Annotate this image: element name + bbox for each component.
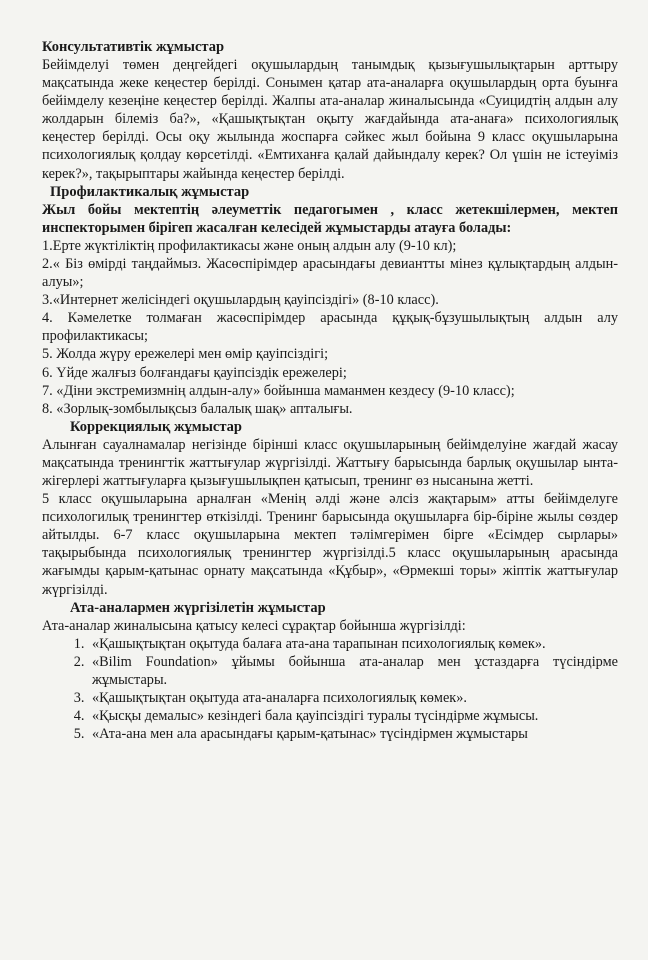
parents-list <box>42 635 618 744</box>
parents-intro: Ата-аналар жиналысына қатысу келесі сұрақтар бойынша жүргізілді: <box>42 617 466 634</box>
list-item: 2.« Біз өмірді таңдаймыз. Жасөспірімдер арасындағы девиантты мінез құлықтардың алдын-алуы»; <box>42 255 618 291</box>
section-parents <box>42 599 618 744</box>
list-item: 1.Ерте жүктіліктің профилактикасы және оның алдын алу (9-10 кл); <box>42 237 457 254</box>
correctional-paragraph-2: 5 класс оқушыларына арналған «Менің әлді және әлсіз жақтарым» атты бейімделуге психологилық тренингтер өткізілді. Тренинг барысында оқушыларға бір-біріне жылы сөздер айтылды. 6-7 класс оқушыларына мектеп тәлімгерімен бірге «Есімдер сырлары» тақырыбында психологиялық тренингтер жүргізілді.5 класс оқушыларының арасында жағымды қарым-қатынас орнату мақсатында «Құбыр», «Өрмекші торы» жіптік жаттығулар жүргізілді. <box>42 491 618 598</box>
consultative-paragraph: Бейімделуі төмен деңгейдегі оқушылардың танымдық қызығушылықтарын арттыру мақсатында жеке кеңестер берілді. Сонымен қатар ата-аналарға оқушылардың орта буынға бейімделу кезеңіне кеңестер берілді. Жалпы ата-аналар жиналысында «Суицидтің алдын алу жолдарын білеміз ба?», «Қашықтықтан оқыту жағдайында ата-анаға» психологиялық кеңестер берілді. Осы оқу жылында жоспарға сәйкес жыл бойына 9 класс оқушыларына психологиялық қолдау көрсетілді. «Емтиханға қалай дайындалу керек? Ол үшін не істеуіміз керек?», тақырыптары жайында кеңестер берілді. <box>42 57 618 182</box>
list-item: 8. «Зорлық-зомбылықсыз балалық шақ» апталығы. <box>42 400 353 417</box>
list-item: 6. Үйде жалғыз болғандағы қауіпсіздік ережелері; <box>42 364 347 381</box>
section-title-parents: Ата-аналармен жүргізілетін жұмыстар <box>70 599 326 616</box>
list-item: 2. «Bilim Foundation» ұйымы бойынша ата-аналар мен ұстаздарға түсіндірме жұмыстары. <box>88 653 618 689</box>
section-title-correctional: Коррекциялық жұмыстар <box>70 418 242 435</box>
list-item: 1. «Қашықтықтан оқытуда балаға ата-ана тарапынан психологиялық көмек». <box>88 635 618 653</box>
list-item: 4. Кәмелетке толмаған жасөспірімдер арасында құқық-бұзушылықтың алдын алу профилактикасы; <box>42 310 618 345</box>
list-item: 7. «Діни экстремизмнің алдын-алу» бойынша маманмен кездесу (9-10 класс); <box>42 382 515 399</box>
list-item: 3. «Қашықтықтан оқытуда ата-аналарға психологиялық көмек». <box>88 689 618 707</box>
correctional-paragraph-1: Алынған сауалнамалар негізінде бірінші класс оқушыларының бейімделуіне жағдай жасау мақсатында тренингтік жаттығулар жүргізілді. Жаттығу барысында барлық оқушылар ынта-жігерлері жаттығуларға қызығушылықпен қатысып, тренинг өз нысанына жетті. <box>42 436 618 489</box>
preventive-list <box>42 237 618 418</box>
list-item: 5. «Ата-ана мен ала арасындағы қарым-қатынас» түсіндірмен жұмыстары <box>88 725 618 743</box>
section-consultative <box>42 38 618 183</box>
list-item: 5. Жолда жүру ережелері мен өмір қауіпсіздігі; <box>42 346 329 363</box>
preventive-intro: Жыл бойы мектептің әлеуметтік педагогымен , класс жетекшілермен, мектеп инспекторымен бірігеп жасалған келесідей жұмыстарды атауға болады: <box>42 201 618 236</box>
list-item: 4. «Қысқы демалыс» кезіндегі бала қауіпсіздігі туралы түсіндірме жұмысы. <box>88 707 618 725</box>
section-preventive <box>42 183 618 418</box>
section-correctional <box>42 418 618 599</box>
list-item: 3.«Интернет желісіндегі оқушылардың қауіпсіздігі» (8-10 класс). <box>42 292 439 309</box>
section-title-consultative: Консультативтік жұмыстар <box>42 39 225 55</box>
section-title-preventive: Профилактикалық жұмыстар <box>50 183 250 200</box>
